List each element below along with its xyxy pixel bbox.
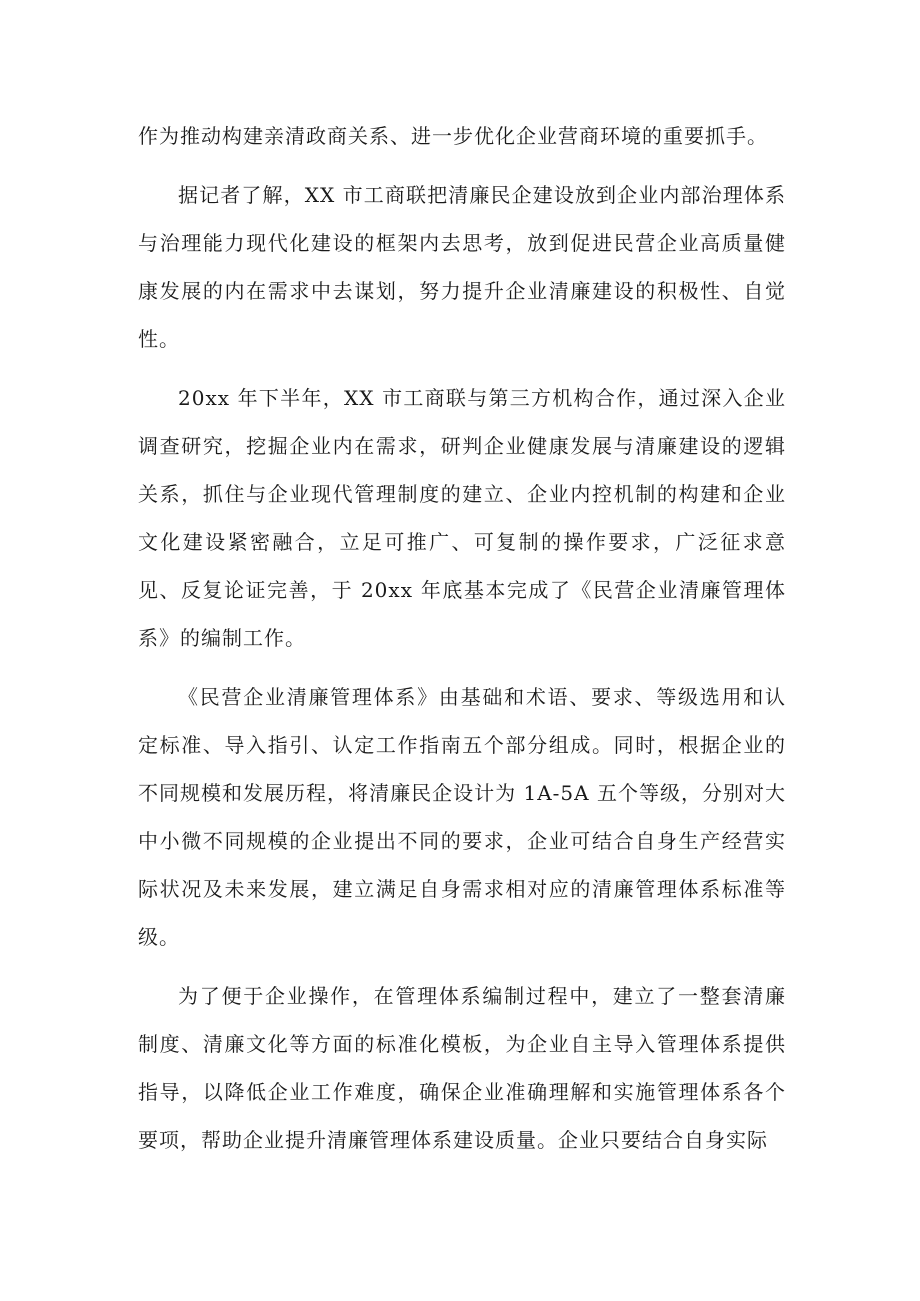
paragraph-4: 《民营企业清廉管理体系》由基础和术语、要求、等级选用和认定标准、导入指引、认定工作指南五个部分组成。同时，根据企业的不同规模和发展历程，将清廉民企设计为 1A-5A 五个等级，分别对大中小微不同规模的企业提出不同的要求，企业可结合自身生产经营实际状况及未来发展，建立满足自身需求相对应的清廉管理体系标准等级。 xyxy=(138,685,786,949)
paragraph-2: 据记者了解，XX 市工商联把清廉民企建设放到企业内部治理体系与治理能力现代化建设的框架内去思考，放到促进民营企业高质量健康发展的内在需求中去谋划，努力提升企业清廉建设的积极性、自觉性。 xyxy=(138,183,786,351)
paragraph-5: 为了便于企业操作，在管理体系编制过程中，建立了一整套清廉制度、清廉文化等方面的标准化模板，为企业自主导入管理体系提供指导，以降低企业工作难度，确保企业准确理解和实施管理体系各个要项，帮助企业提升清廉管理体系建设质量。企业只要结合自身实际 xyxy=(138,984,786,1152)
document-body xyxy=(138,112,786,1175)
paragraph-1: 作为推动构建亲清政商关系、进一步优化企业营商环境的重要抓手。 xyxy=(138,124,768,148)
paragraph-3: 20xx 年下半年，XX 市工商联与第三方机构合作，通过深入企业调查研究，挖掘企业内在需求，研判企业健康发展与清廉建设的逻辑关系，抓住与企业现代管理制度的建立、企业内控机制的构建和企业文化建设紧密融合，立足可推广、可复制的操作要求，广泛征求意见、反复论证完善，于 20xx 年底基本完成了《民营企业清廉管理体系》的编制工作。 xyxy=(138,386,786,650)
